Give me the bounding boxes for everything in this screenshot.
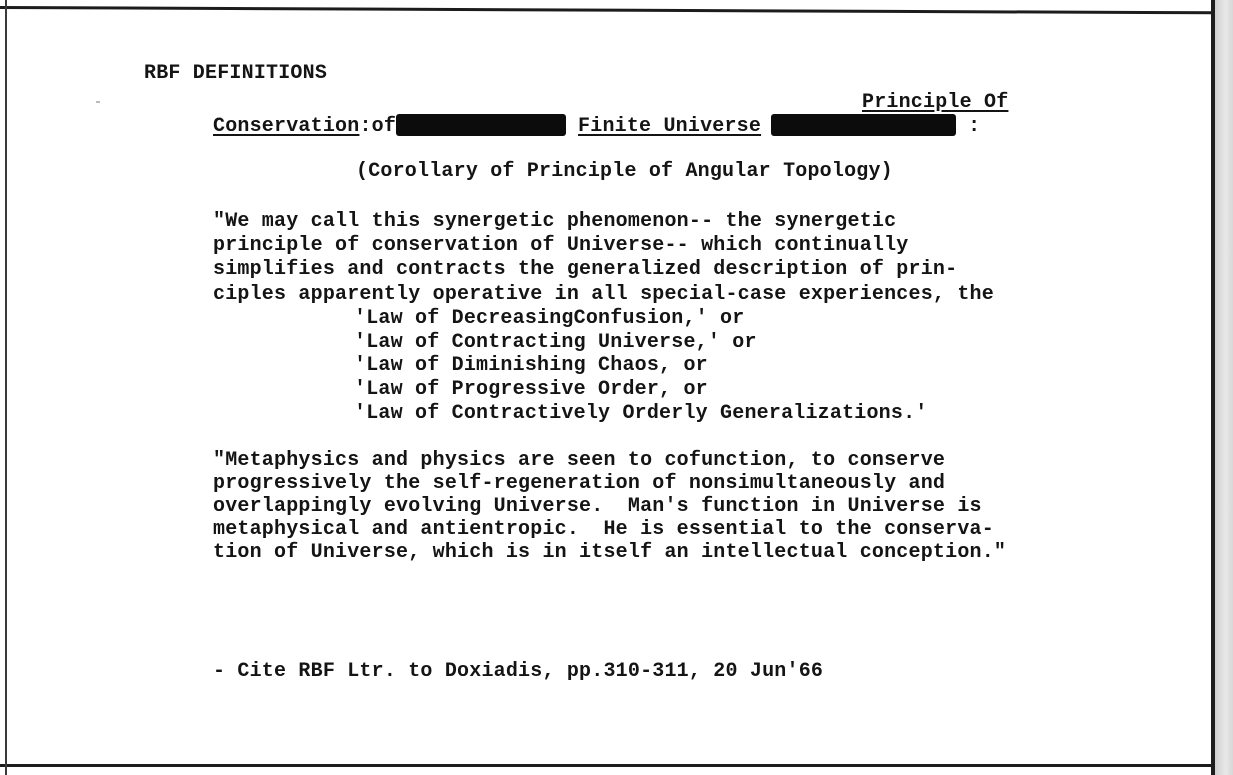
title-prefix: Conservation: [213, 115, 360, 138]
card-edge-shadow: [1215, 0, 1233, 775]
quote2-line: tion of Universe, which is in itself an intellectual conception.": [213, 541, 1007, 564]
law-item: 'Law of Diminishing Chaos, or: [354, 354, 708, 377]
card-left-border: [5, 0, 7, 775]
title-insert: Principle Of: [862, 91, 1009, 114]
law-item: 'Law of Contracting Universe,' or: [354, 331, 757, 354]
quote1-line: "We may call this synergetic phenomenon-- the synergetic: [213, 210, 897, 233]
quote1-line: simplifies and contracts the generalized description of prin-: [213, 258, 958, 281]
quote2-line: progressively the self-regeneration of nonsimultaneously and: [213, 472, 946, 495]
redaction-2: [771, 114, 956, 136]
card-top-border: [0, 6, 1215, 14]
redaction-1: [396, 114, 566, 136]
law-item: 'Law of Contractively Orderly Generalizations.': [354, 402, 928, 425]
header-label: RBF DEFINITIONS: [144, 62, 328, 85]
citation: - Cite RBF Ltr. to Doxiadis, pp.310-311, 20 Jun'66: [213, 660, 824, 683]
law-item: 'Law of Progressive Order, or: [354, 378, 708, 401]
law-item: 'Law of DecreasingConfusion,' or: [354, 307, 745, 330]
title-of: of: [371, 115, 397, 138]
quote2-line: metaphysical and antientropic. He is essential to the conserva-: [213, 518, 994, 541]
paper-speck: [96, 101, 100, 103]
card-bottom-border: [0, 764, 1215, 767]
title-colon: :: [968, 115, 981, 138]
quote1-line: ciples apparently operative in all special-case experiences, the: [213, 283, 994, 306]
title-middle: Finite Universe: [578, 115, 762, 138]
quote2-line: overlappingly evolving Universe. Man's function in Universe is: [213, 495, 982, 518]
quote1-line: principle of conservation of Universe-- which continually: [213, 234, 909, 257]
quote2-line: "Metaphysics and physics are seen to cofunction, to conserve: [213, 449, 946, 472]
entry-title: Conservation:of Finite Universe :: [213, 115, 981, 138]
entry-subtitle: (Corollary of Principle of Angular Topology): [356, 160, 893, 183]
